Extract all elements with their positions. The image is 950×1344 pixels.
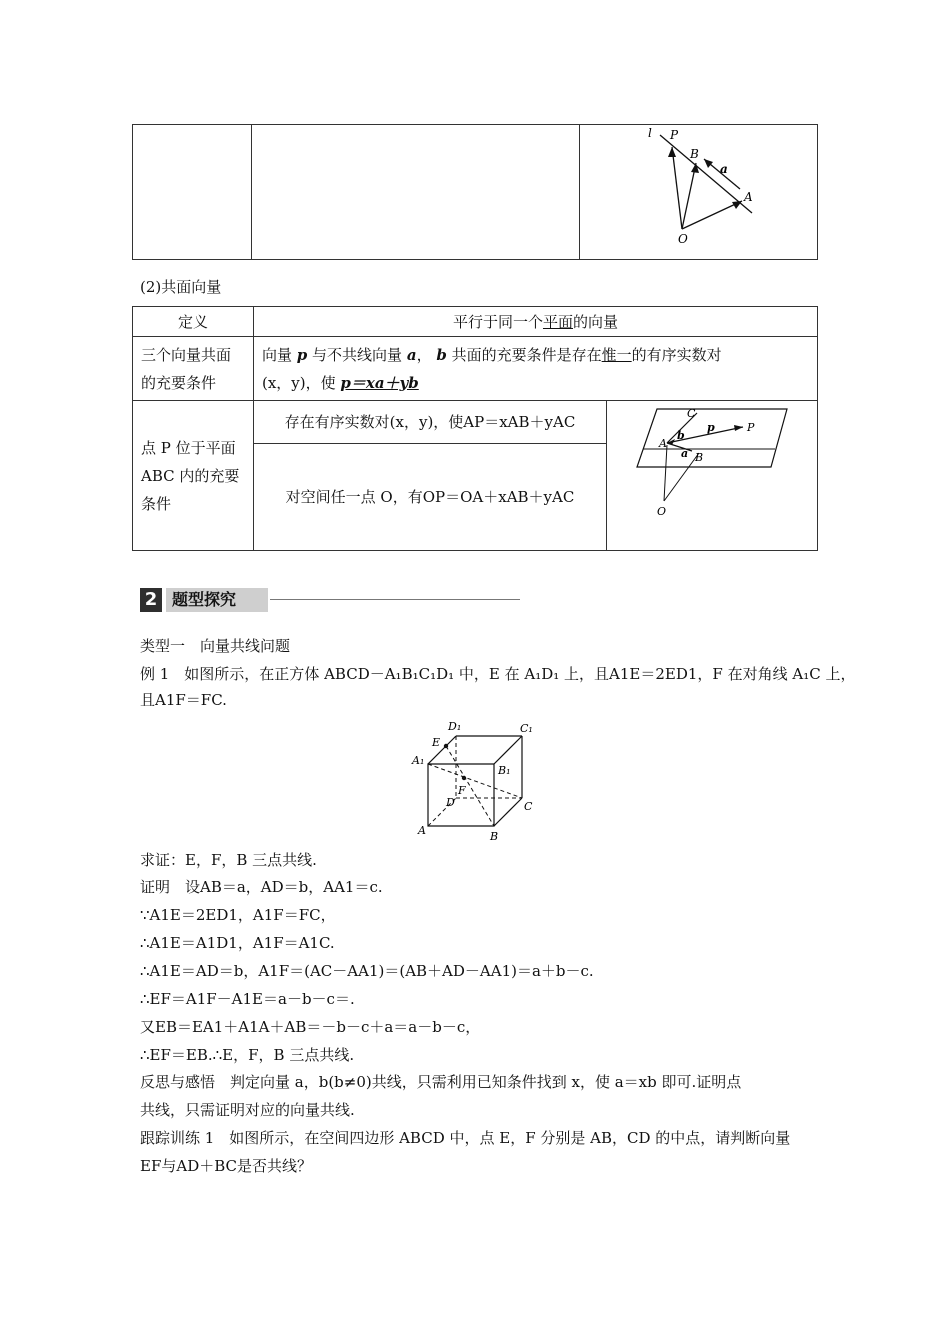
table-cell bbox=[133, 125, 252, 260]
section-heading: (2)共面向量 bbox=[140, 278, 222, 296]
label-C: C bbox=[687, 407, 696, 420]
table-cell-figure bbox=[580, 125, 818, 260]
label-E: E bbox=[432, 736, 441, 749]
collinear-vector-figure bbox=[580, 125, 816, 250]
label-P: P bbox=[747, 421, 755, 434]
label-B: B bbox=[695, 451, 704, 464]
def-label: 定义 bbox=[133, 307, 254, 337]
label-A: A bbox=[418, 824, 426, 837]
point-label: 点 P 位于平面 ABC 内的充要 条件 bbox=[133, 401, 254, 551]
plane-figure-cell bbox=[607, 401, 818, 551]
label-F: F bbox=[458, 784, 466, 797]
label-p: p bbox=[707, 421, 715, 434]
label-C1: C₁ bbox=[520, 722, 533, 735]
type-heading: 类型一 向量共线问题 bbox=[140, 637, 291, 655]
section-rule bbox=[270, 599, 520, 600]
section-banner bbox=[140, 588, 520, 612]
example-line-1: 例 1 如图所示，在正方体 ABCD－A₁B₁C₁D₁ 中，E 在 A₁D₁ 上，且A1E＝2ED1，F 在对角线 A₁C 上， bbox=[140, 665, 856, 683]
label-D1: D₁ bbox=[448, 720, 462, 733]
exercise-line-1: 跟踪训练 1 如图所示，在空间四边形 ABCD 中，点 E，F 分别是 AB，CD 的中点，请判断向量 bbox=[140, 1129, 791, 1147]
proof-goal: 求证：E，F，B 三点共线. bbox=[140, 851, 317, 869]
table-cell bbox=[252, 125, 580, 260]
label-b: b bbox=[677, 429, 685, 442]
point-cond-b: 对空间任一点 O，有OP＝OA＋xAB＋yAC bbox=[254, 443, 607, 550]
label-C: C bbox=[524, 800, 533, 813]
coplanar-vector-table bbox=[132, 306, 818, 551]
label-l: l bbox=[648, 126, 653, 140]
cube-figure bbox=[408, 718, 548, 844]
plane-figure bbox=[607, 401, 813, 541]
label-a: a bbox=[681, 447, 689, 460]
label-P: P bbox=[670, 128, 679, 142]
def-text: 平行于同一个平面的向量 bbox=[254, 307, 818, 337]
label-a: a bbox=[720, 162, 729, 176]
label-A: A bbox=[659, 437, 667, 450]
label-B: B bbox=[490, 830, 499, 843]
cond-text: 向量 p 与不共线向量 a， b 共面的充要条件是存在惟一的有序实数对 (x，y)，使 p＝xa＋yb bbox=[254, 337, 818, 401]
reflection-line-2: 共线，只需证明对应的向量共线. bbox=[140, 1101, 355, 1119]
label-O: O bbox=[657, 505, 667, 518]
point-cond-a: 存在有序实数对(x，y)，使AP＝xAB＋yAC bbox=[254, 401, 607, 444]
table-continuation bbox=[132, 124, 818, 260]
proof-line-2: ∵A1E＝2ED1，A1F＝FC， bbox=[140, 906, 336, 924]
proof-line-4: ∴A1E＝AD＝b，A1F＝(AC－AA1)＝(AB＋AD－AA1)＝a＋b－c. bbox=[140, 962, 594, 980]
label-B: B bbox=[690, 147, 700, 161]
label-B1: B₁ bbox=[498, 764, 511, 777]
example-line-2: 且A1F＝FC. bbox=[140, 691, 227, 709]
cond-label: 三个向量共面 的充要条件 bbox=[133, 337, 254, 401]
section-title: 题型探究 bbox=[166, 588, 268, 612]
proof-line-1: 证明 设AB＝a，AD＝b，AA1＝c. bbox=[140, 878, 383, 896]
proof-line-3: ∴A1E＝A1D1，A1F＝A1C. bbox=[140, 934, 335, 952]
proof-line-6: 又EB＝EA1＋A1A＋AB＝－b－c＋a＝a－b－c， bbox=[140, 1018, 481, 1036]
proof-line-5: ∴EF＝A1F－A1E＝a－b－c＝. bbox=[140, 990, 355, 1008]
exercise-line-2: EF与AD＋BC是否共线？ bbox=[140, 1157, 312, 1175]
label-A1: A₁ bbox=[412, 754, 425, 767]
reflection-line-1: 反思与感悟 判定向量 a，b(b≠0)共线，只需利用已知条件找到 x，使 a＝xb 即可.证明点 bbox=[140, 1073, 742, 1091]
label-A: A bbox=[744, 190, 753, 204]
label-D: D bbox=[446, 796, 455, 809]
section-number: 2 bbox=[140, 588, 162, 612]
label-O: O bbox=[678, 232, 689, 246]
proof-line-7: ∴EF＝EB.∴E，F，B 三点共线. bbox=[140, 1046, 355, 1064]
